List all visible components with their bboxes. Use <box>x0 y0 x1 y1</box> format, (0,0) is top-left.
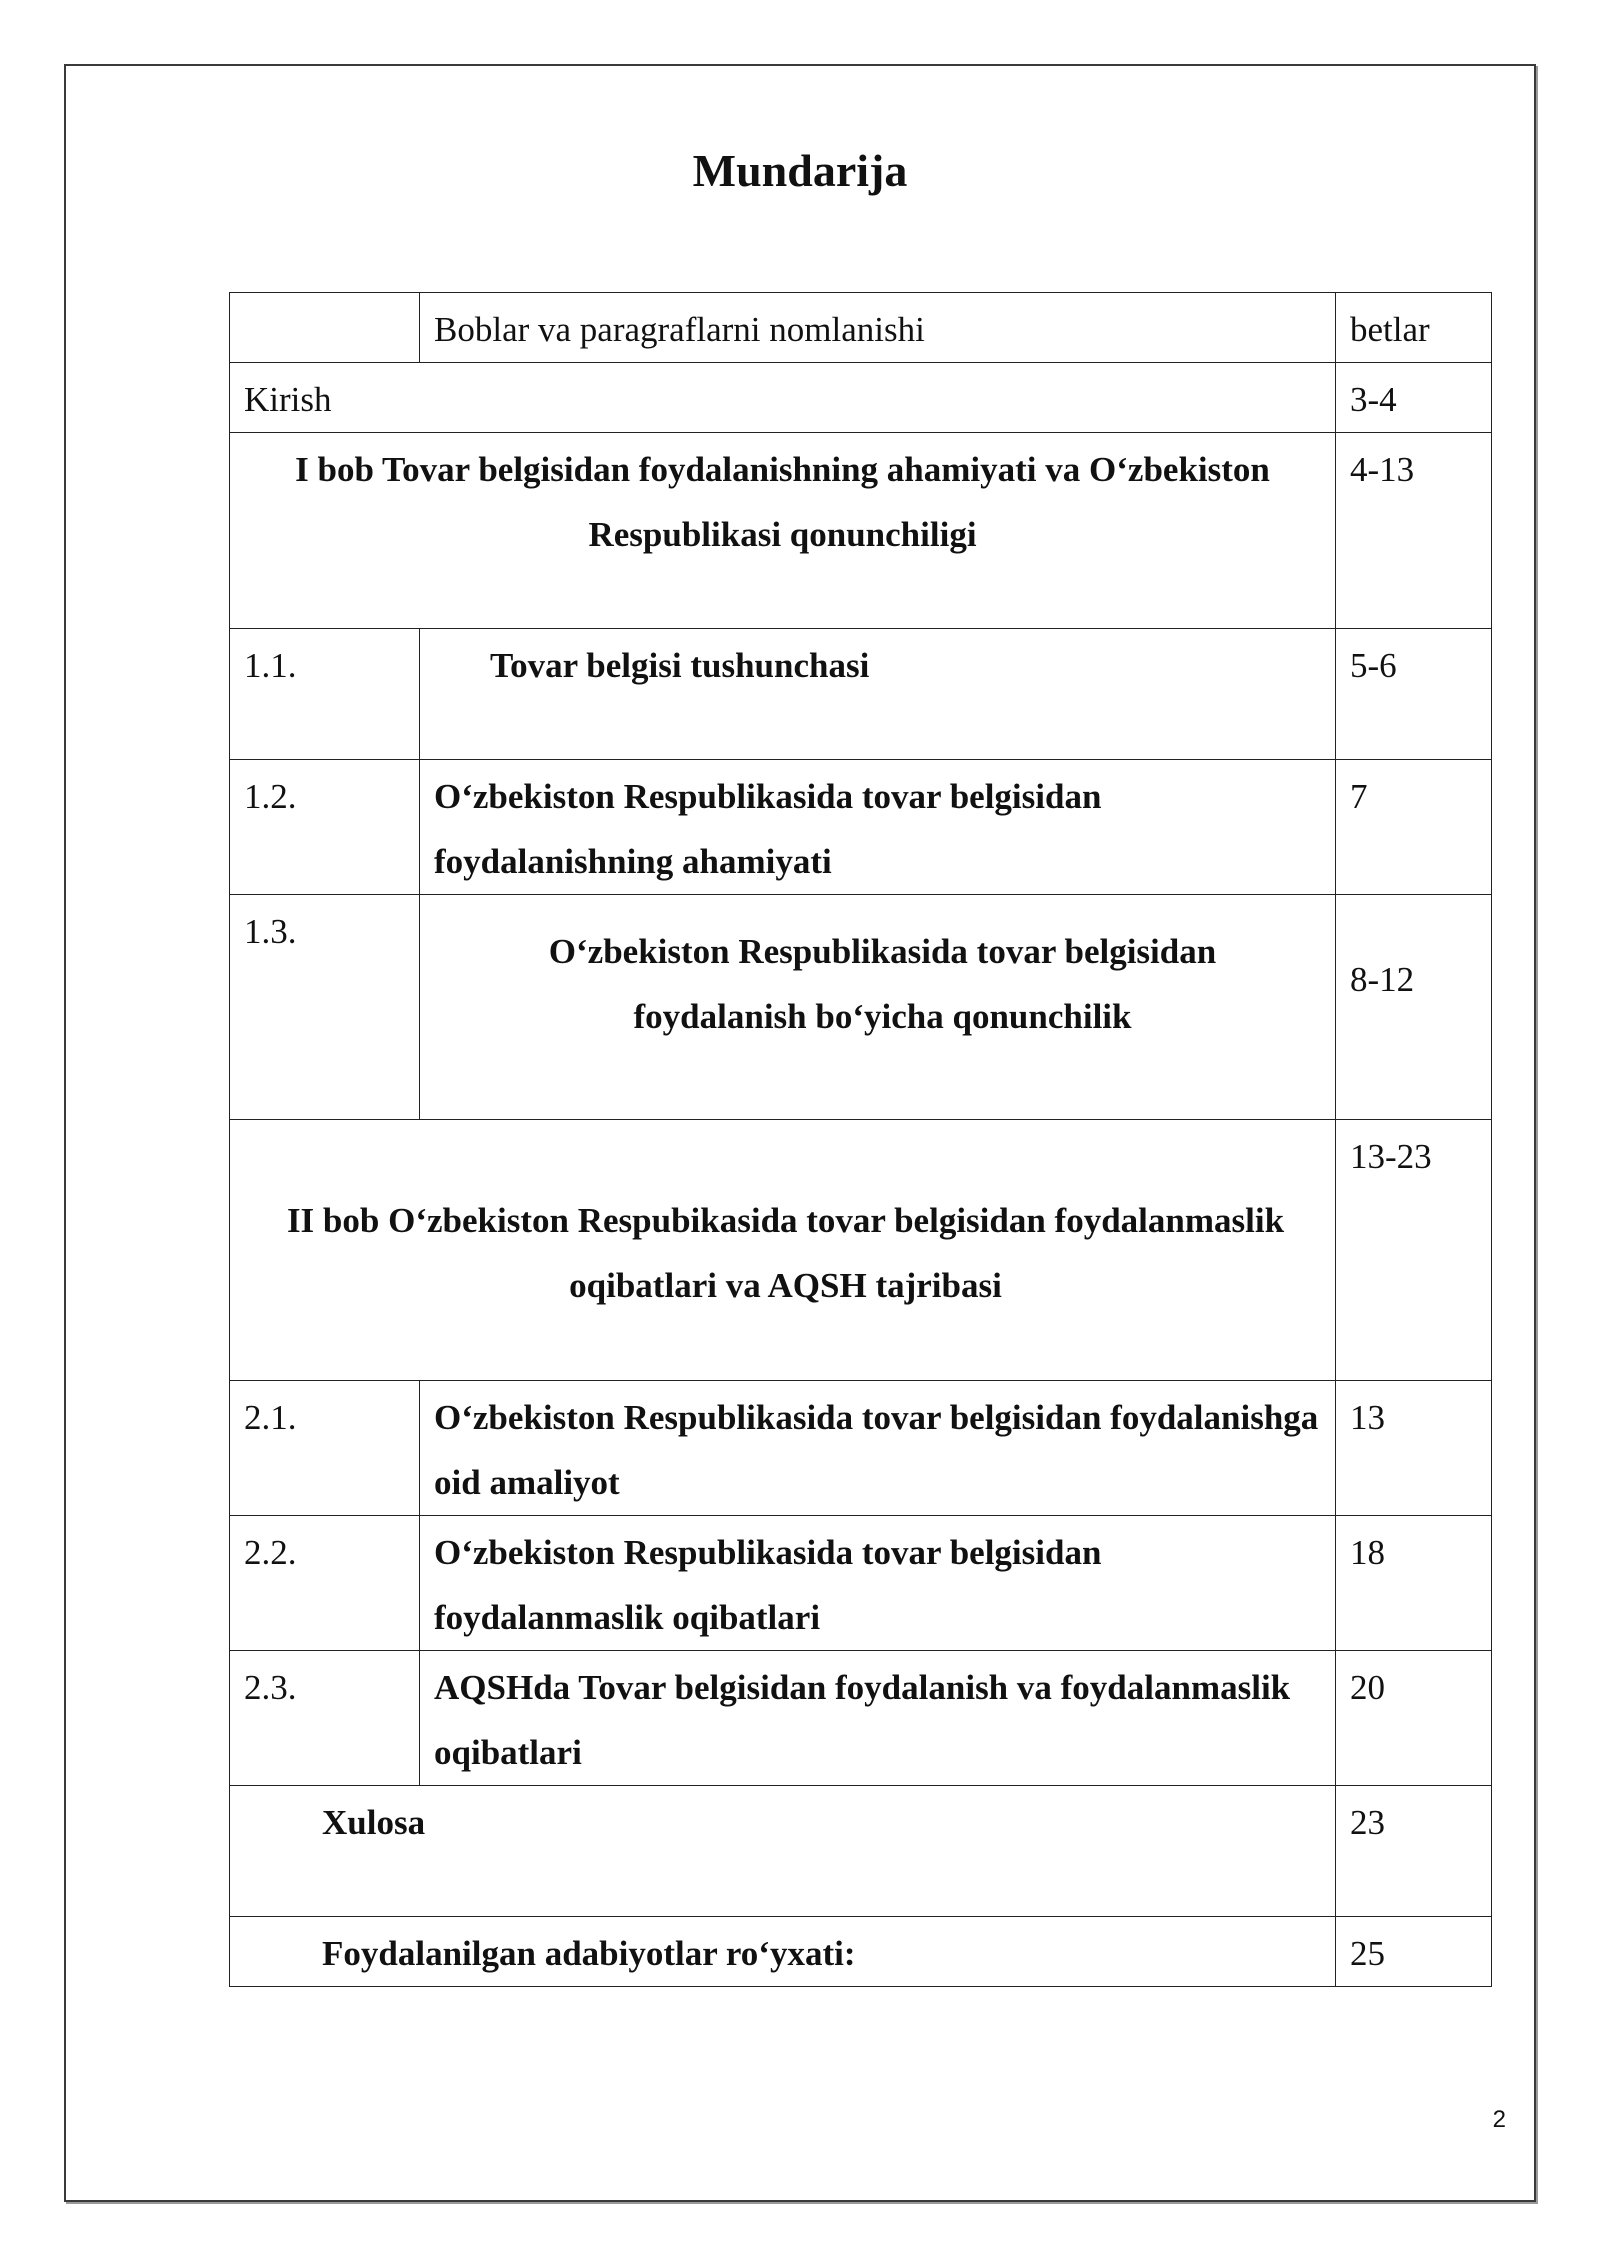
section-number: 2.1. <box>230 1381 420 1516</box>
section-number: 1.3. <box>230 895 420 1120</box>
toc-row-2-1 <box>230 1381 1492 1516</box>
chapter1-pages: 4-13 <box>1336 433 1492 629</box>
section-pages: 5-6 <box>1336 629 1492 760</box>
conclusion-pages: 23 <box>1336 1786 1492 1917</box>
section-title: O‘zbekiston Respublikasida tovar belgisidan foydalanish bo‘yicha qonunchilik <box>420 895 1336 1120</box>
intro-label: Kirish <box>230 363 1336 433</box>
section-title: AQSHda Tovar belgisidan foydalanish va foydalanmaslik oqibatlari <box>420 1651 1336 1786</box>
section-number: 2.3. <box>230 1651 420 1786</box>
section-pages: 13 <box>1336 1381 1492 1516</box>
header-number-cell <box>230 293 420 363</box>
toc-row-conclusion <box>230 1786 1492 1917</box>
toc-row-1-1 <box>230 629 1492 760</box>
conclusion-label: Xulosa <box>230 1786 1336 1917</box>
references-label: Foydalanilgan adabiyotlar ro‘yxati: <box>230 1917 1336 1987</box>
page-title: Mundarija <box>692 145 908 196</box>
section-pages: 18 <box>1336 1516 1492 1651</box>
toc-row-chapter2 <box>230 1120 1492 1381</box>
header-pages-cell: betlar <box>1336 293 1492 363</box>
section-title: O‘zbekiston Respublikasida tovar belgisidan foydalanishga oid amaliyot <box>420 1381 1336 1516</box>
section-pages: 20 <box>1336 1651 1492 1786</box>
section-number: 1.1. <box>230 629 420 760</box>
references-pages: 25 <box>1336 1917 1492 1987</box>
section-title: O‘zbekiston Respublikasida tovar belgisidan foydalanmaslik oqibatlari <box>420 1516 1336 1651</box>
section-title: Tovar belgisi tushunchasi <box>420 629 1336 760</box>
toc-row-references <box>230 1917 1492 1987</box>
section-pages: 7 <box>1336 760 1492 895</box>
page-number: 2 <box>1492 2106 1506 2133</box>
chapter2-title: II bob O‘zbekiston Respubikasida tovar belgisidan foydalanmaslik oqibatlari va AQSH tajribasi <box>230 1120 1336 1381</box>
toc-header-row <box>230 293 1492 363</box>
toc-table <box>229 292 1492 1987</box>
section-number: 1.2. <box>230 760 420 895</box>
section-pages: 8-12 <box>1336 895 1492 1120</box>
section-number: 2.2. <box>230 1516 420 1651</box>
toc-row-2-3 <box>230 1651 1492 1786</box>
section-title: O‘zbekiston Respublikasida tovar belgisidan foydalanishning ahamiyati <box>420 760 1336 895</box>
chapter1-title: I bob Tovar belgisidan foydalanishning ahamiyati va O‘zbekiston Respublikasi qonunchiligi <box>230 433 1336 629</box>
chapter2-pages: 13-23 <box>1336 1120 1492 1381</box>
toc-row-chapter1 <box>230 433 1492 629</box>
intro-pages: 3-4 <box>1336 363 1492 433</box>
toc-row-1-2 <box>230 760 1492 895</box>
toc-row-2-2 <box>230 1516 1492 1651</box>
header-title-cell: Boblar va paragraflarni nomlanishi <box>420 293 1336 363</box>
toc-row-1-3 <box>230 895 1492 1120</box>
toc-row-intro <box>230 363 1492 433</box>
